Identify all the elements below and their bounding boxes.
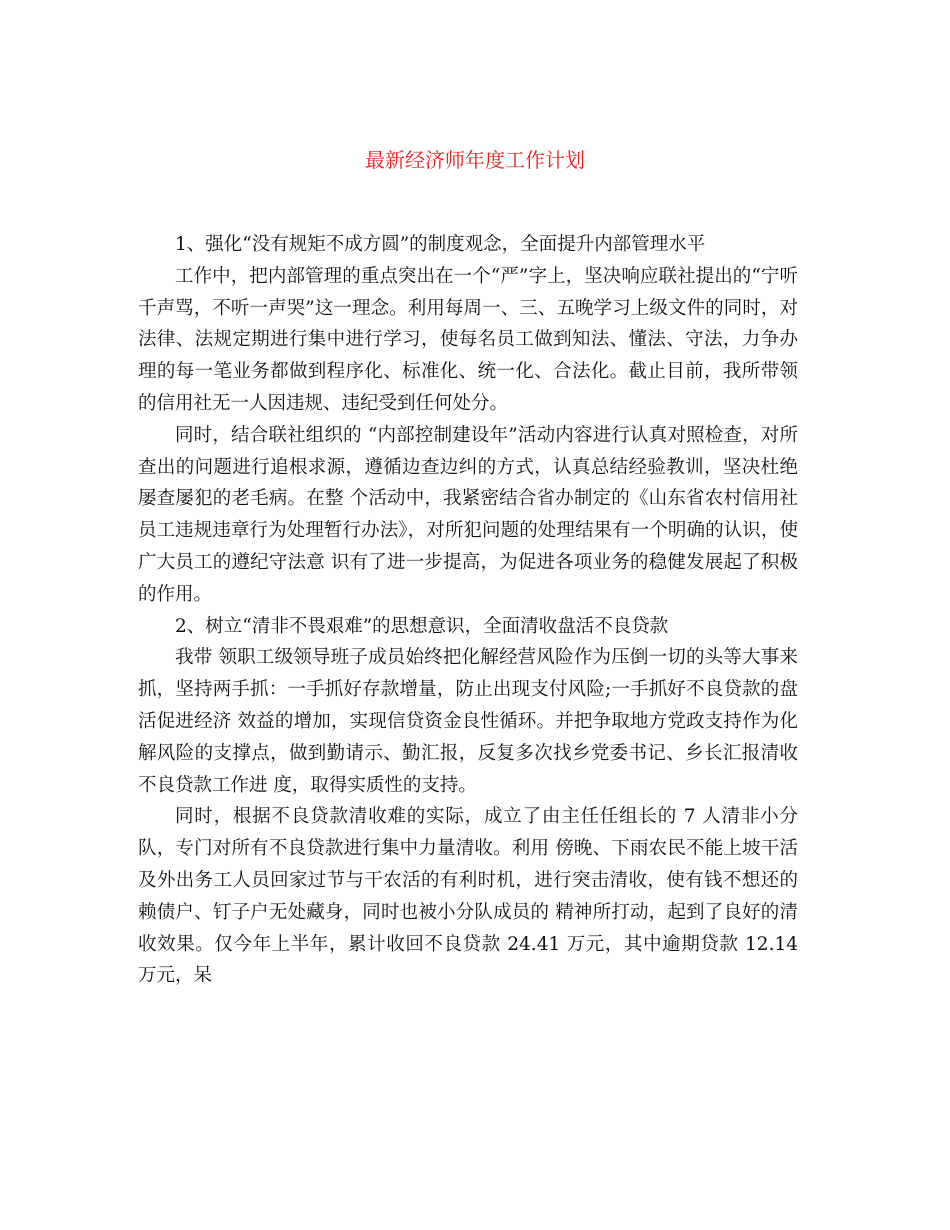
paragraph-loan-collection: 同时，根据不良贷款清收难的实际，成立了由主任任组长的 7 人清非小分队，专门对所有不良贷款进行集中力量清收。利用 傍晚、下雨农民不能上坡干活及外出务工人员回家过节与干农活的有利时机，进行突击清收，使有钱不想还的赖债户、钉子户无处藏身，同时也被小分队成员的 精神所打动，起到了良好的清收效果。仅今年上半年，累计收回不良贷款 24.41 万元，其中逾期贷款 12.14 万元，呆: [138, 806, 798, 987]
paragraph-internal-management: 工作中，把内部管理的重点突出在一个“严”字上，坚决响应联社提出的“宁听千声骂，不听一声哭”这一理念。利用每周一、三、五晚学习上级文件的同时，对法律、法规定期进行集中进行学习，使每名员工做到知法、懂法、守法，力争办理的每一笔业务都做到程序化、标准化、统一化、合法化。截止目前，我所带领的信用社无一人因违规、违纪受到任何处分。: [138, 265, 798, 414]
document-title: 最新经济师年度工作计划: [365, 148, 585, 172]
paragraph-heading-2: 2、树立“清非不畏艰难”的思想意识，全面清收盘活不良贷款: [175, 615, 669, 637]
document-body: [138, 229, 798, 992]
paragraph-risk-resolution: 我带 领职工级领导班子成员始终把化解经营风险作为压倒一切的头等大事来抓，坚持两手抓：一手抓好存款增量，防止出现支付风险;一手抓好不良贷款的盘活促进经济 效益的增加，实现信贷资金良性循环。并把争取地方党政支持作为化解风险的支撑点，做到勤请示、勤汇报，反复多次找乡党委书记、乡长汇报清收不良贷款工作进 度，取得实质性的支持。: [138, 647, 798, 796]
paragraph-internal-control: 同时，结合联社组织的 “内部控制建设年”活动内容进行认真对照检查，对所查出的问题进行追根求源，遵循边查边纠的方式，认真总结经验教训，坚决杜绝屡查屡犯的老毛病。在整 个活动中，我紧密结合省办制定的《山东省农村信用社员工违规违章行为处理暂行办法》，对所犯问题的处理结果有一个明确的认识，使广大员工的遵纪守法意 识有了进一步提高，为促进各项业务的稳健发展起了积极的作用。: [138, 424, 798, 605]
paragraph-heading-1: 1、强化“没有规矩不成方圆”的制度观念，全面提升内部管理水平: [175, 234, 706, 255]
